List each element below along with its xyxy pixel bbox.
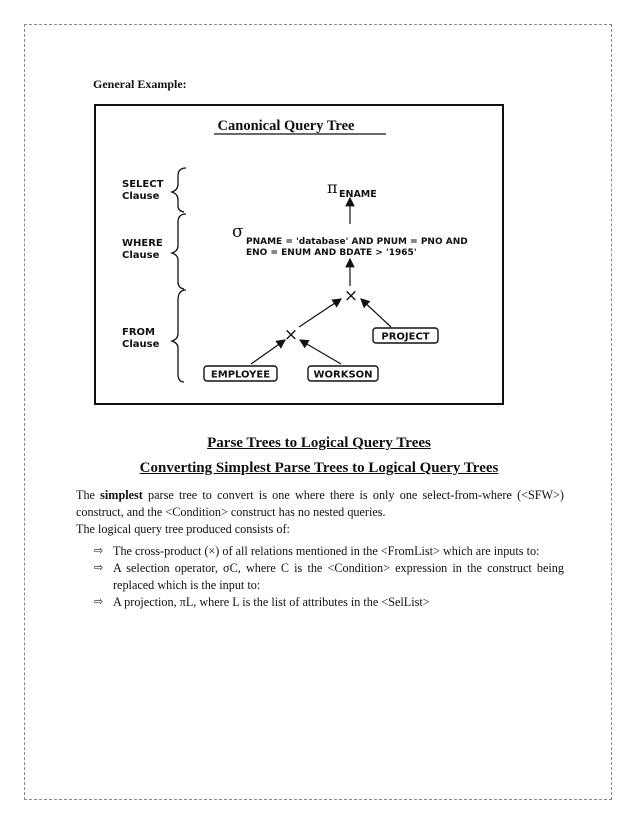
list-item: [94, 594, 564, 611]
paragraph-simplest-rest: parse tree to convert is one where there is only one select-from-where (<SFW>) construct, and the <Condition> construct has no nested queries.: [76, 488, 564, 519]
where-brace: [172, 214, 186, 289]
arrow-bullet-icon: ⇨: [94, 544, 104, 557]
workson-relation: WORKSON: [313, 369, 373, 381]
from-clause-label-2: Clause: [122, 339, 160, 350]
selection-symbol: σ: [232, 222, 244, 242]
where-clause-label-2: Clause: [122, 250, 160, 261]
list-item: [94, 560, 564, 593]
selection-condition-line1: PNAME = 'database' AND PNUM = PNO AND: [246, 237, 468, 247]
paragraph-produced: The logical query tree produced consists of:: [76, 522, 290, 536]
employee-relation: EMPLOYEE: [210, 369, 271, 381]
list-item-text: A selection operator, σC, where C is the <Condition> expression in the construct being replaced which is the input to:: [113, 561, 564, 592]
paragraph-simplest-bold: simplest: [100, 488, 143, 502]
general-example-label: General Example:: [93, 77, 187, 91]
select-clause-label-2: Clause: [122, 191, 160, 202]
select-clause-label: SELECT: [122, 179, 164, 190]
arrow-project-to-cross: [361, 299, 391, 327]
arrow-employee-to-cross: [251, 340, 285, 364]
project-relation: PROJECT: [381, 331, 430, 343]
figure-title: Canonical Query Tree: [217, 118, 355, 134]
where-clause-label: WHERE: [122, 238, 163, 249]
select-brace: [172, 168, 186, 212]
arrow-workson-to-cross: [300, 340, 341, 364]
list-item: [94, 543, 564, 560]
from-clause-label: FROM: [122, 327, 155, 338]
list-item-text: The cross-product (×) of all relations mentioned in the <FromList> which are inputs to:: [113, 544, 540, 558]
heading-parse-trees: Parse Trees to Logical Query Trees: [207, 435, 431, 451]
cross-product-bottom: ×: [283, 325, 299, 345]
projection-symbol: π: [327, 178, 338, 197]
paragraph-simplest-start: The: [76, 488, 101, 502]
arrow-bullet-icon: ⇨: [94, 561, 104, 574]
arrow-cross-to-cross: [299, 299, 341, 327]
selection-condition-line2: ENO = ENUM AND BDATE > '1965': [246, 248, 417, 258]
bullet-list: [94, 543, 564, 611]
projection-subscript: ENAME: [339, 189, 377, 200]
arrow-bullet-icon: ⇨: [94, 594, 104, 608]
query-tree-diagram: [96, 106, 502, 403]
list-item-text: A projection, πL, where L is the list of attributes in the <SelList>: [113, 594, 430, 609]
paragraph-simplest: [76, 487, 564, 521]
from-brace: [172, 290, 186, 382]
query-tree-figure: [94, 104, 504, 405]
cross-product-top: ×: [343, 286, 359, 306]
heading-converting: Converting Simplest Parse Trees to Logical Query Trees: [139, 460, 499, 476]
